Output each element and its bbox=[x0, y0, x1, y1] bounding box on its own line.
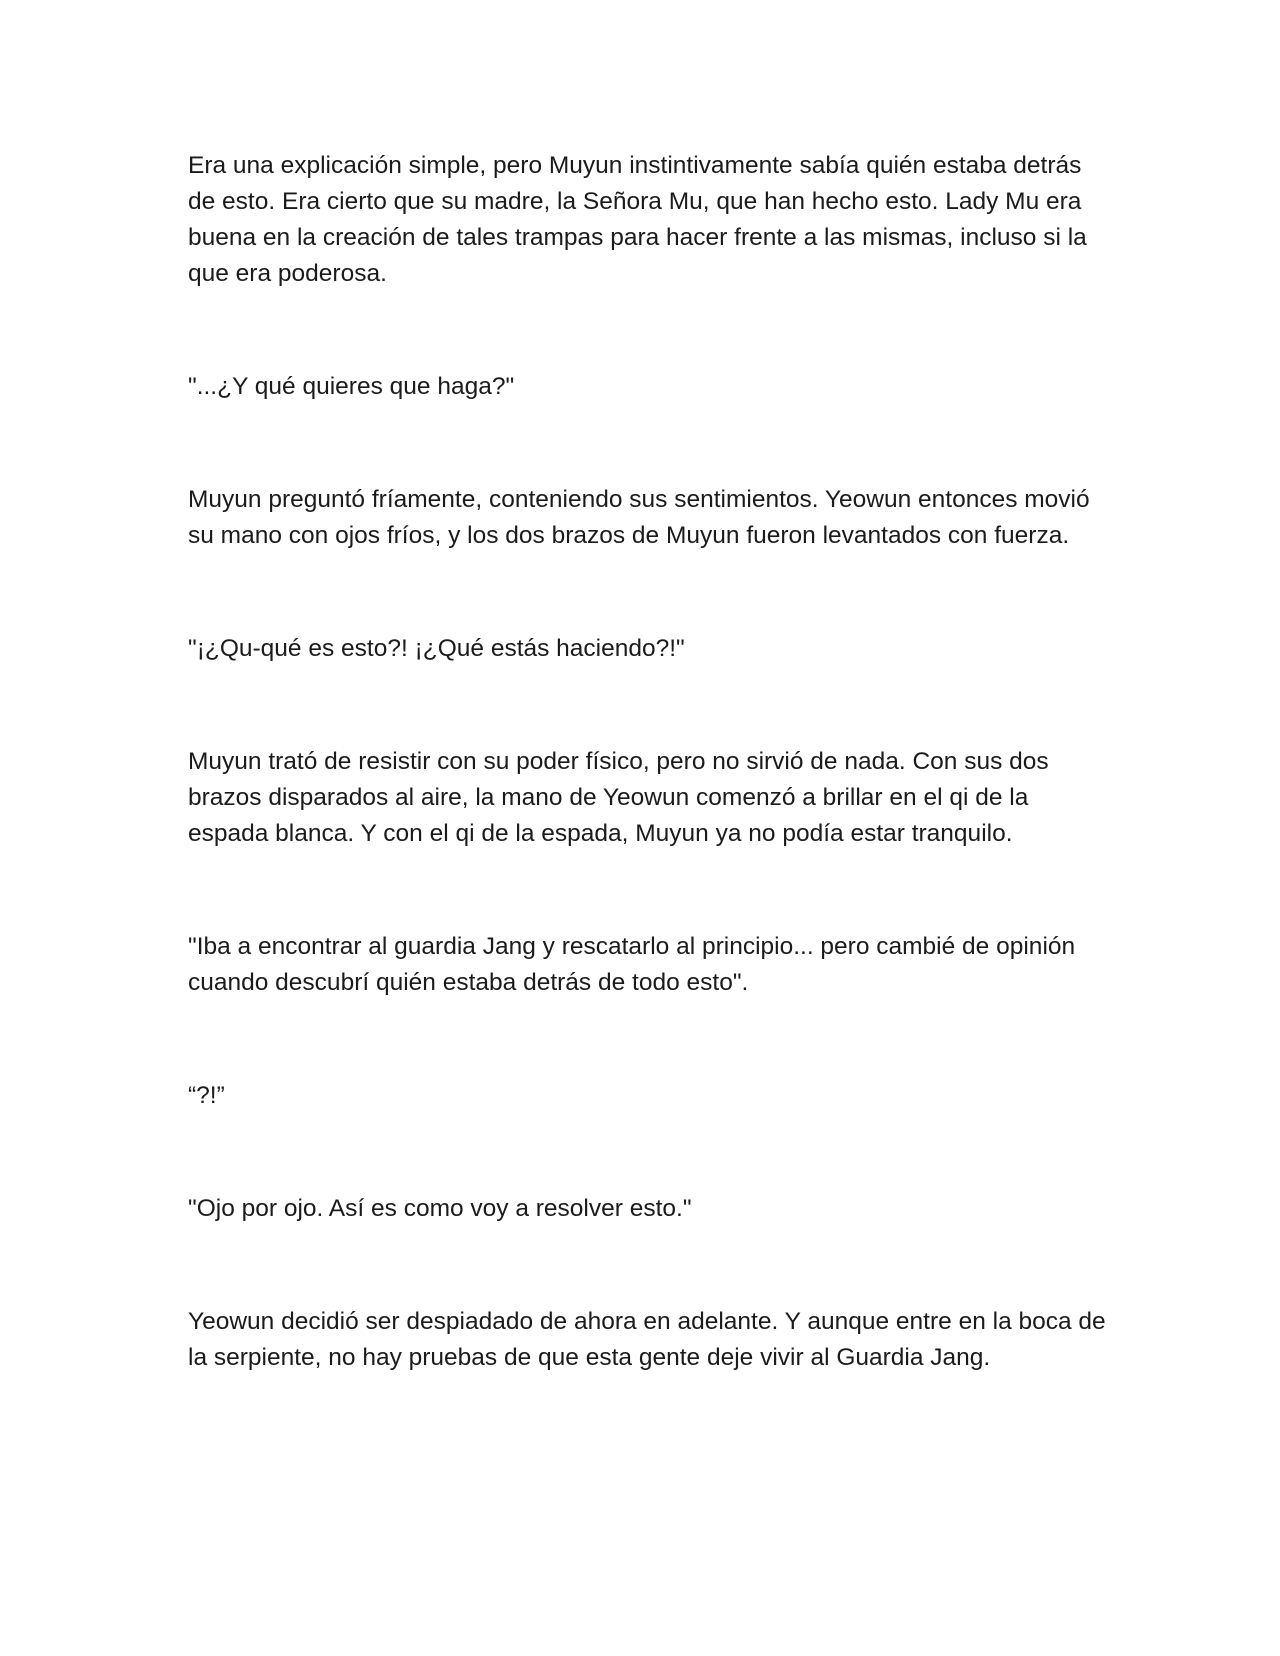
paragraph: "...¿Y qué quieres que haga?" bbox=[188, 373, 515, 400]
paragraph: "¡¿Qu-qué es esto?! ¡¿Qué estás haciendo?!" bbox=[188, 635, 685, 662]
document-body bbox=[188, 148, 1108, 1376]
paragraph: “?!” bbox=[188, 1082, 225, 1109]
paragraph: "Iba a encontrar al guardia Jang y rescatarlo al principio... pero cambié de opinión cuando descubrí quién estaba detrás de todo esto". bbox=[188, 933, 1076, 996]
paragraph: "Ojo por ojo. Así es como voy a resolver esto." bbox=[188, 1195, 692, 1222]
paragraph: Muyun preguntó fríamente, conteniendo sus sentimientos. Yeowun entonces movió su mano con ojos fríos, y los dos brazos de Muyun fueron levantados con fuerza. bbox=[188, 486, 1090, 549]
paragraph: Era una explicación simple, pero Muyun instintivamente sabía quién estaba detrás de esto. Era cierto que su madre, la Señora Mu, que han hecho esto. Lady Mu era buena en la creación de tales trampas para hacer frente a las mismas, incluso si la que era poderosa. bbox=[188, 152, 1087, 287]
paragraph: Yeowun decidió ser despiadado de ahora en adelante. Y aunque entre en la boca de la serpiente, no hay pruebas de que esta gente deje vivir al Guardia Jang. bbox=[188, 1308, 1106, 1371]
paragraph: Muyun trató de resistir con su poder físico, pero no sirvió de nada. Con sus dos brazos disparados al aire, la mano de Yeowun comenzó a brillar en el qi de la espada blanca. Y con el qi de la espada, Muyun ya no podía estar tranquilo. bbox=[188, 748, 1049, 847]
